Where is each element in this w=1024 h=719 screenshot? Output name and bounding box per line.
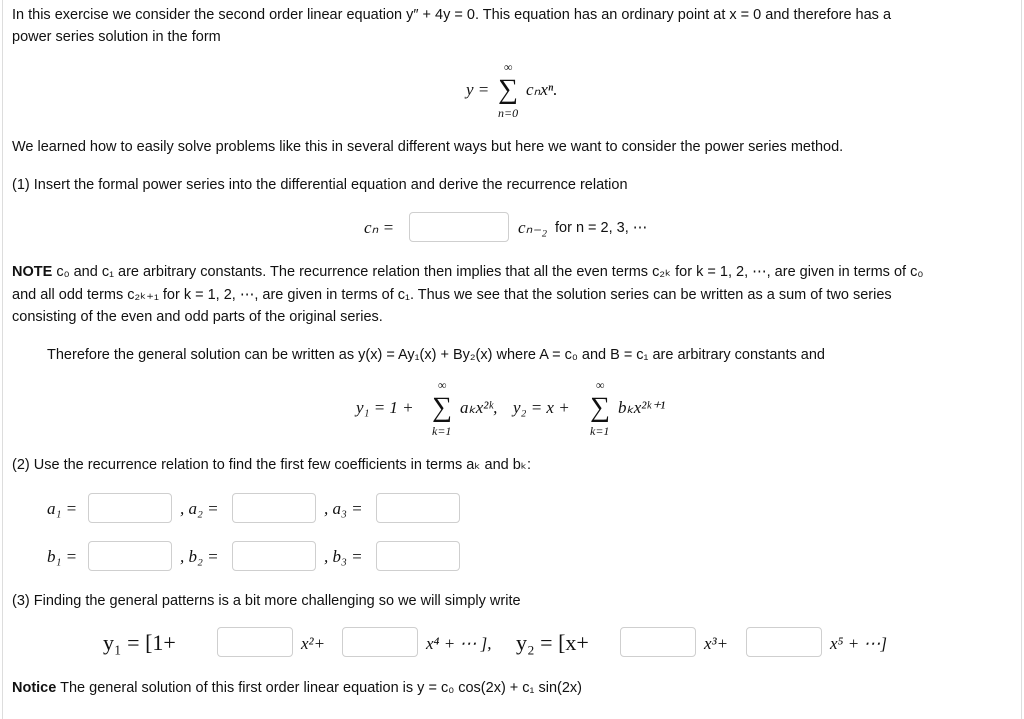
y1-x4-term: x⁴ + ⋯ ], — [426, 634, 492, 653]
y2-x3-term: x³+ — [704, 634, 729, 653]
y2-bottom-limit: k=1 — [590, 424, 610, 438]
y1-x2-coef-input[interactable] — [217, 627, 293, 657]
y2-x5-term: x⁵ + ⋯] — [830, 634, 888, 653]
y1-top-limit: ∞ — [438, 378, 447, 392]
notice-label: Notice — [12, 680, 57, 696]
series-term: cₙxⁿ. — [526, 80, 558, 99]
y1-bottom-limit: k=1 — [432, 424, 452, 438]
series-lhs: y = — [466, 80, 490, 99]
a3-label: , a₃ = — [324, 499, 363, 518]
y2-series-start: y₂ = [x+ — [516, 630, 589, 655]
a1-input[interactable] — [88, 493, 172, 523]
y2-lhs: y₂ = x + — [513, 398, 570, 417]
b3-input[interactable] — [376, 541, 460, 571]
b1-input[interactable] — [88, 541, 172, 571]
notice-text: The general solution of this first order linear equation is y = c₀ cos(2x) + c₁ sin(2x) — [60, 680, 582, 696]
method-paragraph: We learned how to easily solve problems like this in several different ways but here we want to consider the power series method. — [12, 139, 844, 155]
recurrence-range: for n = 2, 3, ⋯ — [555, 220, 648, 236]
note-line-2: and all odd terms c₂ₖ₊₁ for k = 1, 2, ⋯, are given in terms of c₁. Thus we see that the solution series can be written as a sum of two series — [12, 287, 892, 303]
part1-text: (1) Insert the formal power series into the differential equation and derive the recurrence relation — [12, 177, 628, 193]
y1-lhs: y₁ = 1 + — [356, 398, 414, 417]
b2-label: , b₂ = — [180, 547, 219, 566]
b1-label: b₁ = — [47, 547, 78, 566]
a2-input[interactable] — [232, 493, 316, 523]
series-top-limit: ∞ — [504, 60, 513, 74]
y1-x2-term: x²+ — [301, 634, 326, 653]
y2-sigma: ∑ — [590, 392, 610, 423]
y1-sigma: ∑ — [432, 392, 452, 423]
b3-label: , b₃ = — [324, 547, 363, 566]
intro-line-2: power series solution in the form — [12, 29, 221, 45]
recurrence-var: cₙ₋₂ — [518, 218, 548, 237]
series-bottom-limit: n=0 — [498, 106, 519, 120]
part3-text: (3) Finding the general patterns is a bit more challenging so we will simply write — [12, 593, 521, 609]
recurrence-lhs: cₙ = — [364, 218, 395, 237]
a3-input[interactable] — [376, 493, 460, 523]
note-label: NOTE — [12, 264, 53, 280]
a2-label: , a₂ = — [180, 499, 219, 518]
note-line-1 — [12, 264, 923, 280]
note-text-1: c₀ and c₁ are arbitrary constants. The recurrence relation then implies that all the even terms c₂ₖ for k = 1, 2, ⋯, are given in terms of c₀ — [56, 264, 924, 280]
y2-top-limit: ∞ — [596, 378, 605, 392]
intro-line-1: In this exercise we consider the second order linear equation y″ + 4y = 0. This equation has an ordinary point at x = 0 and therefore has a — [12, 7, 892, 23]
recurrence-input[interactable] — [409, 212, 509, 242]
general-solution-text: Therefore the general solution can be written as y(x) = Ay₁(x) + By₂(x) where A = c₀ and B = c₁ are arbitrary constants and — [47, 347, 825, 363]
b2-input[interactable] — [232, 541, 316, 571]
sigma-symbol: ∑ — [498, 74, 518, 105]
y1-term: aₖx²ᵏ, — [460, 398, 498, 417]
a1-label: a₁ = — [47, 499, 78, 518]
part2-text: (2) Use the recurrence relation to find the first few coefficients in terms aₖ and bₖ: — [12, 457, 532, 473]
y2-term: bₖx²ᵏ⁺¹ — [618, 398, 666, 417]
note-line-3: consisting of the even and odd parts of the original series. — [12, 309, 383, 325]
y1-x4-coef-input[interactable] — [342, 627, 418, 657]
y2-x5-coef-input[interactable] — [746, 627, 822, 657]
y1-series-start: y₁ = [1+ — [103, 630, 176, 655]
y2-x3-coef-input[interactable] — [620, 627, 696, 657]
notice-line — [12, 680, 582, 696]
